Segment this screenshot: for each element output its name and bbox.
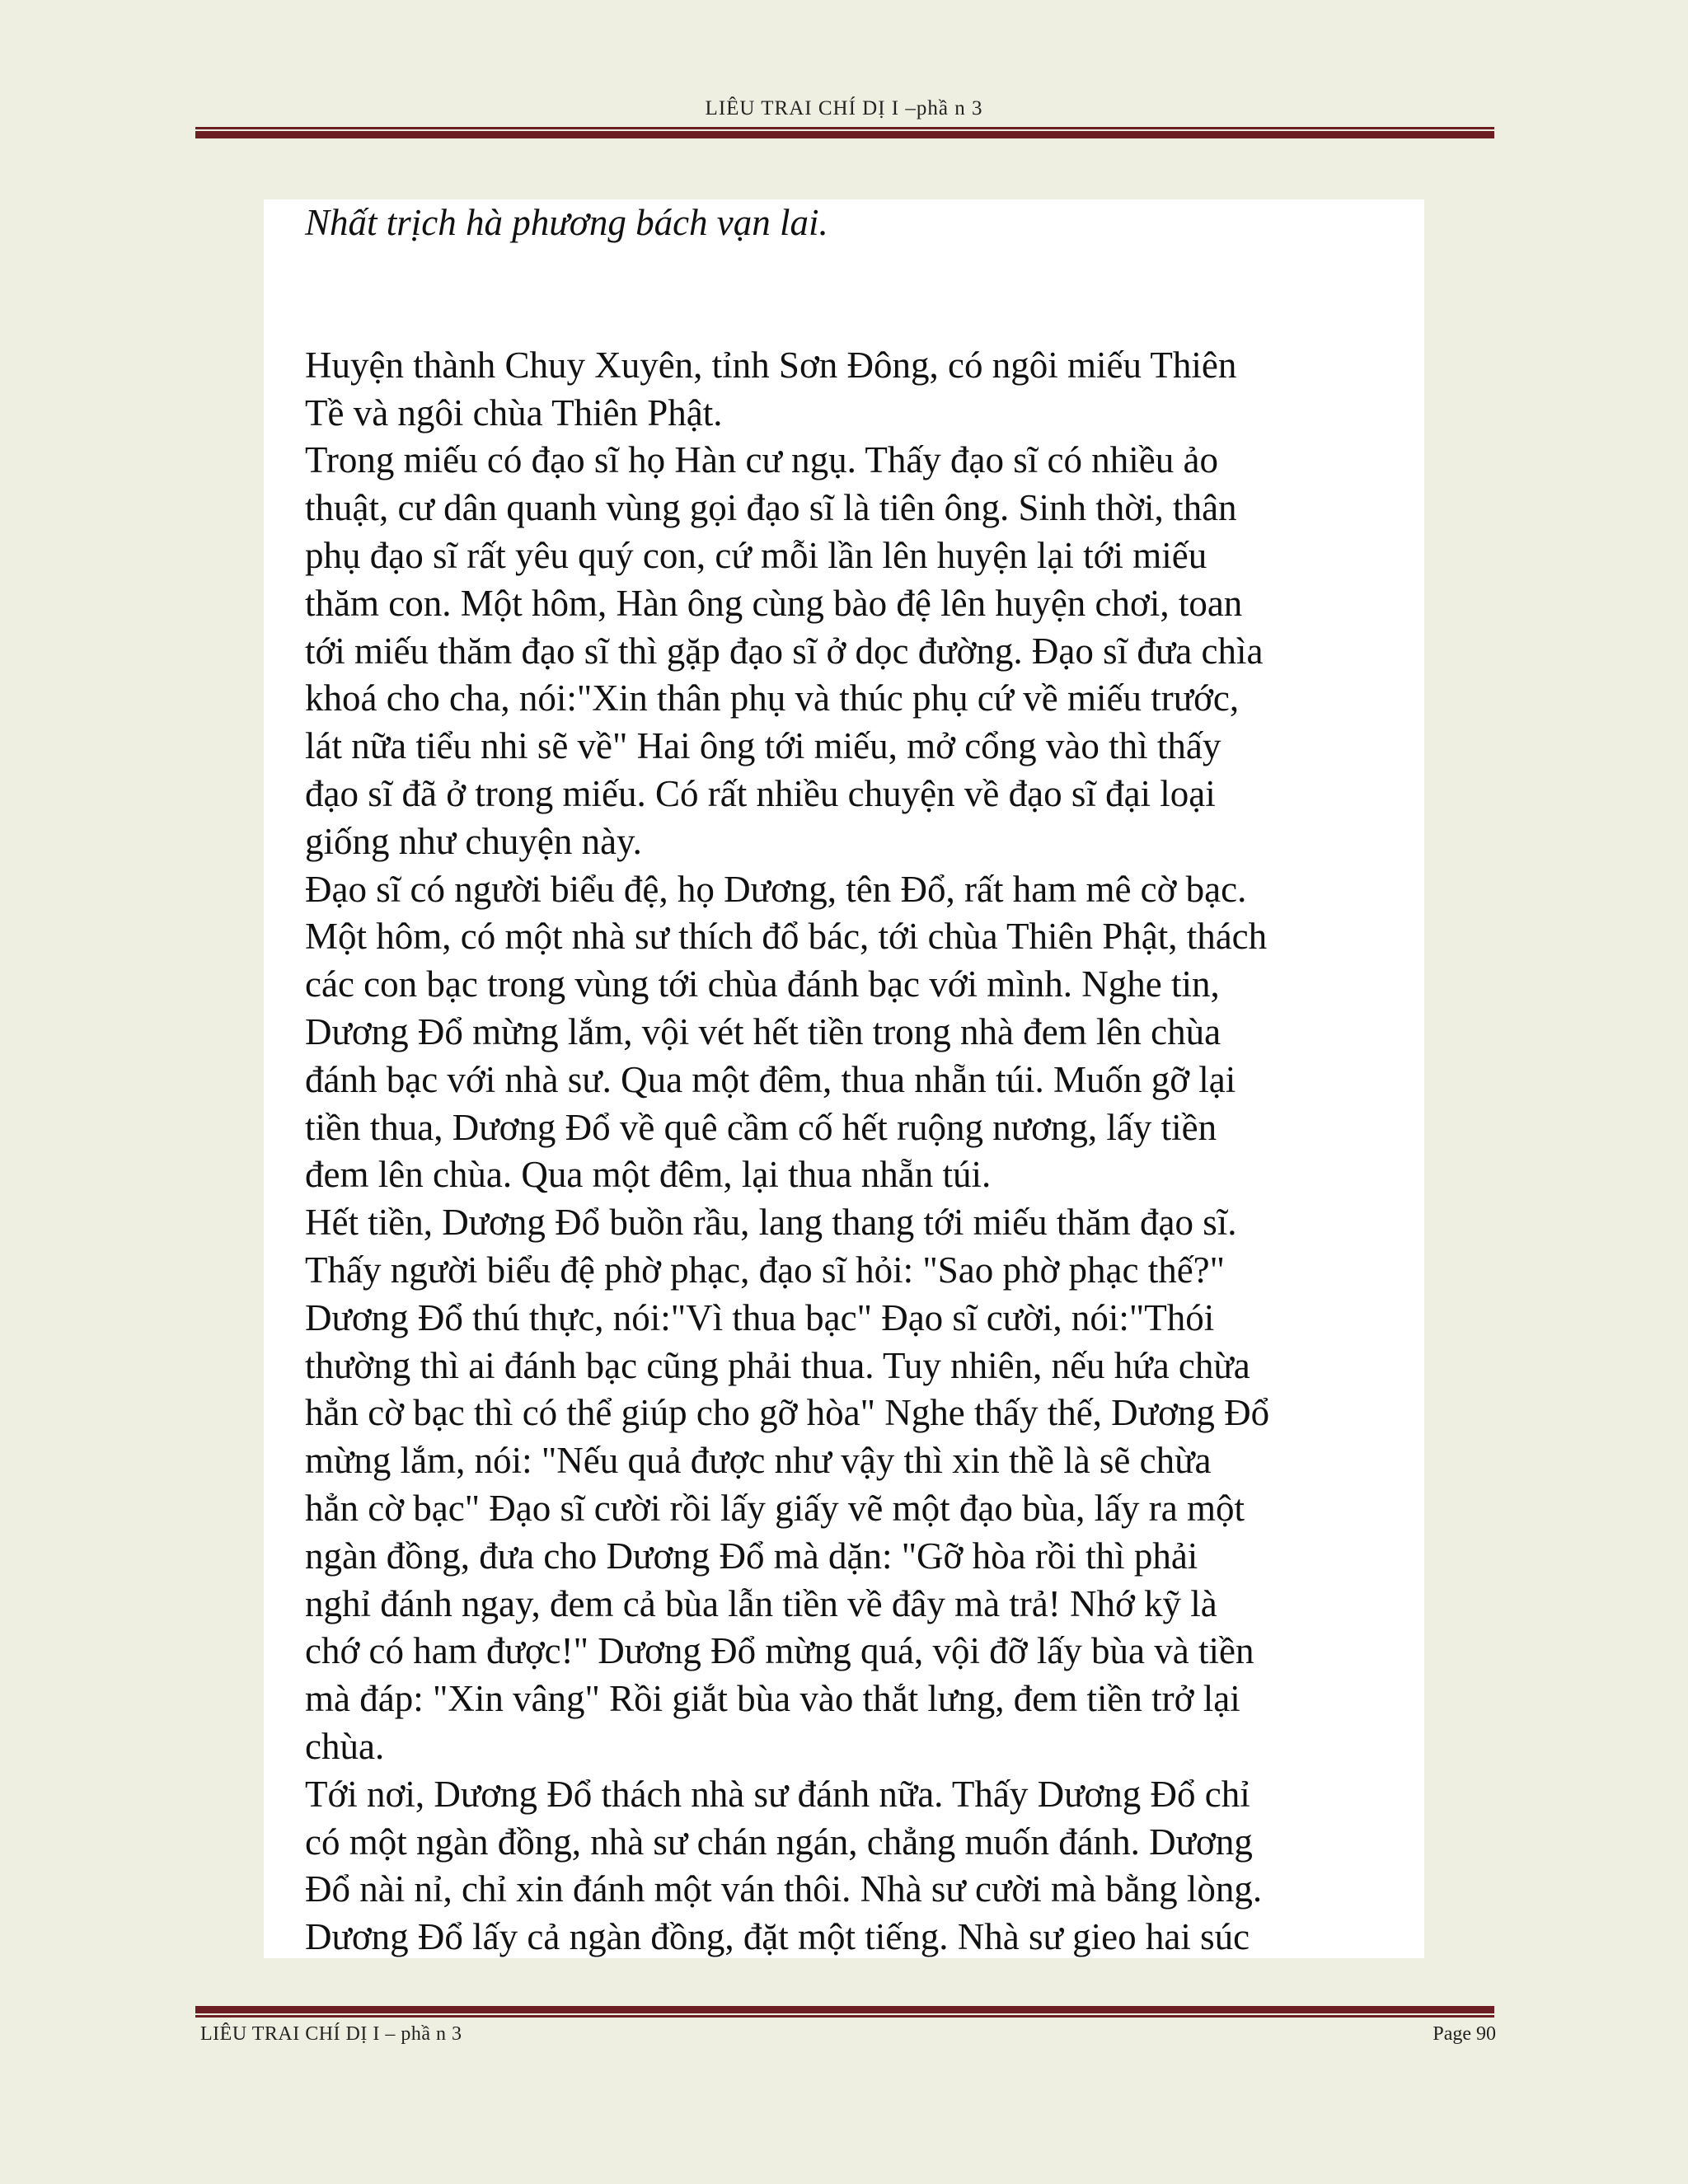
text-line: Dương Đổ mừng lắm, vội vét hết tiền trong nhà đem lên chùa (305, 1010, 1221, 1052)
text-line: tới miếu thăm đạo sĩ thì gặp đạo sĩ ở dọc đường. Đạo sĩ đưa chìa (305, 630, 1264, 672)
text-line: mà đáp: "Xin vâng" Rồi giắt bùa vào thắt lưng, đem tiền trở lại (305, 1678, 1240, 1720)
text-line: giống như chuyện này. (305, 820, 642, 862)
text-line: hẳn cờ bạc" Đạo sĩ cười rồi lấy giấy vẽ một đạo bùa, lấy ra một (305, 1487, 1245, 1529)
text-line: tiền thua, Dương Đổ về quê cầm cố hết ruộng nương, lấy tiền (305, 1106, 1217, 1148)
page-content-box (264, 199, 1424, 1958)
footer-rule-thick (195, 2006, 1494, 2013)
text-line: Tề và ngôi chùa Thiên Phật. (305, 391, 723, 434)
footer-rule-thin (195, 2015, 1494, 2018)
footer-left-title: LIÊU TRAI CHÍ DỊ I – phầ n 3 (200, 2023, 462, 2045)
text-line: đem lên chùa. Qua một đêm, lại thua nhẵn túi. (305, 1154, 992, 1196)
text-line: Dương Đổ lấy cả ngàn đồng, đặt một tiếng. Nhà sư gieo hai súc (305, 1916, 1250, 1958)
page-header-title: LIÊU TRAI CHÍ DỊ I –phầ n 3 (705, 97, 983, 120)
text-line: Thấy người biểu đệ phờ phạc, đạo sĩ hỏi: "Sao phờ phạc thế?" (305, 1249, 1226, 1291)
text-line: đạo sĩ đã ở trong miếu. Có rất nhiều chuyện về đạo sĩ đại loại (305, 772, 1216, 814)
header-rule-thick (195, 131, 1494, 138)
text-line: khoá cho cha, nói:"Xin thân phụ và thúc phụ cứ về miếu trước, (305, 677, 1240, 719)
text-line: Trong miếu có đạo sĩ họ Hàn cư ngụ. Thấy đạo sĩ có nhiều ảo (305, 439, 1218, 481)
text-line: thường thì ai đánh bạc cũng phải thua. Tuy nhiên, nếu hứa chừa (305, 1344, 1250, 1386)
text-line: các con bạc trong vùng tới chùa đánh bạc với mình. Nghe tin, (305, 963, 1220, 1005)
page-number: Page 90 (1432, 2023, 1496, 2045)
text-line: mừng lắm, nói: "Nếu quả được như vậy thì xin thề là sẽ chừa (305, 1440, 1212, 1482)
text-line: thuật, cư dân quanh vùng gọi đạo sĩ là tiên ông. Sinh thời, thân (305, 487, 1237, 529)
text-line: nghỉ đánh ngay, đem cả bùa lẫn tiền về đây mà trả! Nhớ kỹ là (305, 1582, 1217, 1624)
text-line: ngàn đồng, đưa cho Dương Đổ mà dặn: "Gỡ hòa rồi thì phải (305, 1535, 1198, 1577)
text-line: Huyện thành Chuy Xuyên, tỉnh Sơn Đông, có ngôi miếu Thiên (305, 344, 1237, 386)
body-paragraphs (305, 342, 1409, 1958)
header-rule-thin (195, 127, 1494, 129)
text-line: có một ngàn đồng, nhà sư chán ngán, chẳng muốn đánh. Dương (305, 1821, 1253, 1863)
text-line: Dương Đổ thú thực, nói:"Vì thua bạc" Đạo sĩ cười, nói:"Thói (305, 1296, 1215, 1338)
text-line: Tới nơi, Dương Đổ thách nhà sư đánh nữa. Thấy Dương Đổ chỉ (305, 1773, 1250, 1815)
text-line: thăm con. Một hôm, Hàn ông cùng bào đệ lên huyện chơi, toan (305, 582, 1243, 624)
text-line: hẳn cờ bạc thì có thể giúp cho gỡ hòa" Nghe thấy thế, Dương Đổ (305, 1392, 1270, 1434)
text-line: lát nữa tiểu nhi sẽ về" Hai ông tới miếu, mở cổng vào thì thấy (305, 725, 1221, 767)
text-line: phụ đạo sĩ rất yêu quý con, cứ mỗi lần lên huyện lại tới miếu (305, 534, 1207, 576)
verse-line: Nhất trịch hà phương bách vạn lai. (305, 202, 828, 243)
content-text (305, 199, 1409, 1958)
text-line: Đổ nài nỉ, chỉ xin đánh một ván thôi. Nhà sư cười mà bằng lòng. (305, 1868, 1263, 1910)
text-line: Một hôm, có một nhà sư thích đổ bác, tới chùa Thiên Phật, thách (305, 916, 1268, 958)
text-line: Đạo sĩ có người biểu đệ, họ Dương, tên Đổ, rất ham mê cờ bạc. (305, 868, 1247, 910)
text-line: chùa. (305, 1725, 385, 1767)
text-line: chớ có ham được!" Dương Đổ mừng quá, vội đỡ lấy bùa và tiền (305, 1630, 1254, 1672)
text-line: Hết tiền, Dương Đổ buồn rầu, lang thang tới miếu thăm đạo sĩ. (305, 1202, 1237, 1244)
text-line: đánh bạc với nhà sư. Qua một đêm, thua nhẵn túi. Muốn gỡ lại (305, 1058, 1236, 1100)
